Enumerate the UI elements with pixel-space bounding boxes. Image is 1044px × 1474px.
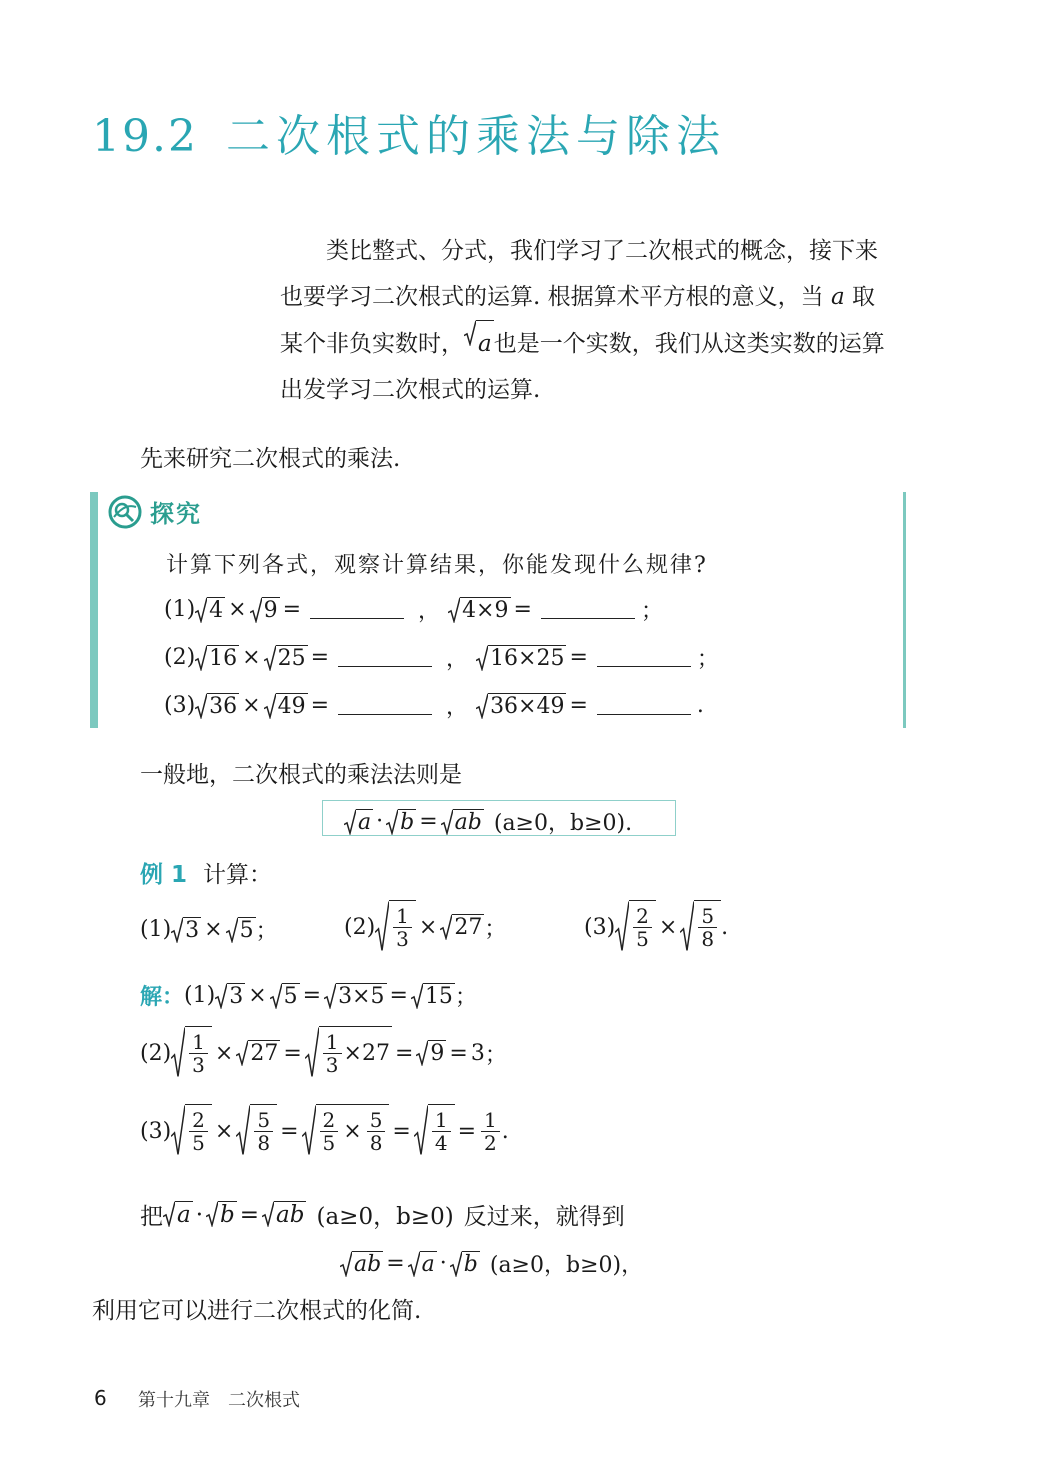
answer-blank[interactable] bbox=[597, 648, 691, 667]
example-problem-3: (3) $\frac{2}{5}$ × $\frac{5}{8}$ . bbox=[584, 900, 728, 954]
section-number: 19.2 bbox=[92, 111, 198, 162]
solution-2: (2) $\frac{1}{3}$ × 27 = $\frac{1}{3}$ ×27 = 9 = 3 ； bbox=[140, 1026, 507, 1080]
chapter-label: 第十九章 二次根式 bbox=[138, 1390, 300, 1411]
reverse-rule: ab = a · b (a≥0，b≥0)， bbox=[340, 1248, 643, 1279]
answer-blank[interactable] bbox=[338, 696, 432, 715]
explore-prompt: 计算下列各式，观察计算结果，你能发现什么规律? bbox=[166, 553, 708, 578]
explore-icon bbox=[108, 495, 142, 529]
solution-3: (3) $\frac{2}{5}$ × $\frac{5}{8}$ = $\frac{2}{5}$ × $\frac{5}{8}$ = $\frac{1}{4}$ = $\frac{1}{2}$ . bbox=[140, 1104, 509, 1158]
intro-line-2: 也要学习二次根式的运算. 根据算术平方根的意义，当 a 取 bbox=[280, 284, 875, 310]
lead-text: 先来研究二次根式的乘法. bbox=[140, 446, 401, 472]
explore-bar-right bbox=[903, 492, 906, 728]
multiplication-rule: a · b = ab (a≥0，b≥0). bbox=[344, 806, 632, 837]
solution-1: 解： (1) 3 × 5 = 3×5 = 15 ； bbox=[140, 983, 477, 1010]
explore-item-3: (3) 36 × 49 = ， 36×49 = . bbox=[164, 693, 704, 720]
explore-label: 探究 bbox=[150, 500, 202, 528]
general-text: 一般地，二次根式的乘法法则是 bbox=[140, 762, 462, 788]
intro-line-1: 类比整式、分式，我们学习了二次根式的概念，接下来 bbox=[326, 238, 878, 264]
example-problem-1: (1) 3 × 5 ； bbox=[140, 917, 278, 944]
intro-line-3: 某个非负实数时， a 也是一个实数，我们从这类实数的运算 bbox=[280, 320, 910, 367]
page-number: 6 bbox=[94, 1386, 107, 1410]
explore-item-2: (2) 16 × 25 = ， 16×25 = ； bbox=[164, 645, 719, 672]
explore-bar-left bbox=[90, 492, 98, 728]
intro-paragraph bbox=[280, 228, 910, 413]
section-title bbox=[92, 100, 726, 164]
intro-line-4: 出发学习二次根式的运算. bbox=[280, 377, 541, 403]
example-heading: 例 1 计算： bbox=[140, 862, 273, 888]
explore-heading bbox=[108, 494, 202, 529]
section-title-text: 二次根式的乘法与除法 bbox=[225, 111, 726, 162]
answer-blank[interactable] bbox=[338, 648, 432, 667]
answer-blank[interactable] bbox=[597, 696, 691, 715]
answer-blank[interactable] bbox=[310, 600, 404, 619]
reverse-line: 把 a · b = ab (a≥0，b≥0) 反过来，就得到 bbox=[140, 1201, 625, 1230]
answer-blank[interactable] bbox=[541, 600, 635, 619]
closing-text: 利用它可以进行二次根式的化简. bbox=[92, 1298, 422, 1324]
example-problem-2: (2) $\frac{1}{3}$ × 27 ； bbox=[344, 900, 506, 954]
explore-item-1: (1) 4 × 9 = ， 4×9 = ； bbox=[164, 597, 663, 624]
sqrt-a: a bbox=[464, 320, 494, 367]
